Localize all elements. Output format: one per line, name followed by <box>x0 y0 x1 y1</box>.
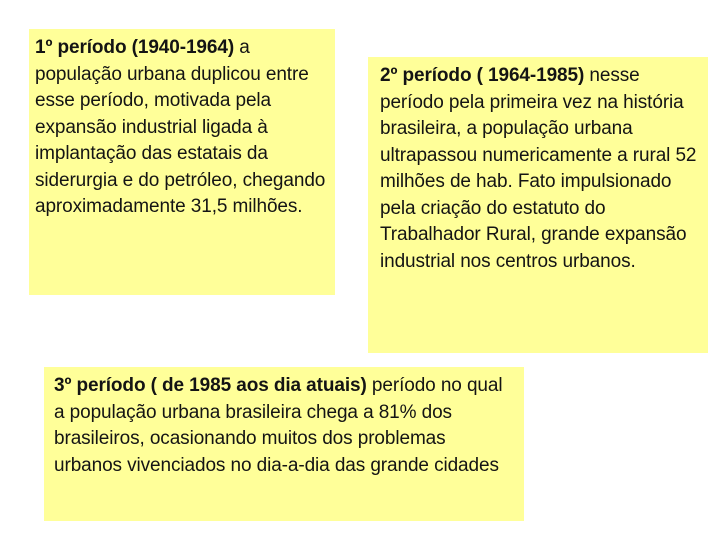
period-1-title: 1º período (1940-1964) <box>35 37 235 58</box>
period-2-title: 2º período ( 1964-1985) <box>380 65 585 86</box>
period-2-text: nesse período pela primeira vez na história brasileira, a população urbana ultrapassou numericamente a rural 52 milhões de hab. Fato impulsionado pela criação do estatuto do Trabalhador Rural, grande expansão industrial nos centros urbanos. <box>380 65 697 272</box>
period-2-note <box>368 57 708 353</box>
period-3-title: 3º período ( de 1985 aos dia atuais) <box>54 375 367 396</box>
period-3-text: período no qual a população urbana brasileira chega a 81% dos brasileiros, ocasionando muitos dos problemas urbanos vivenciados no dia-a-dia das grande cidades <box>54 375 503 476</box>
period-1-text: a população urbana duplicou entre esse período, motivada pela expansão industrial ligada à implantação das estatais da siderurgia e do petróleo, chegando aproximadamente 31,5 milhões. <box>35 37 326 217</box>
period-1-note <box>29 29 335 295</box>
period-3-note <box>44 367 524 521</box>
